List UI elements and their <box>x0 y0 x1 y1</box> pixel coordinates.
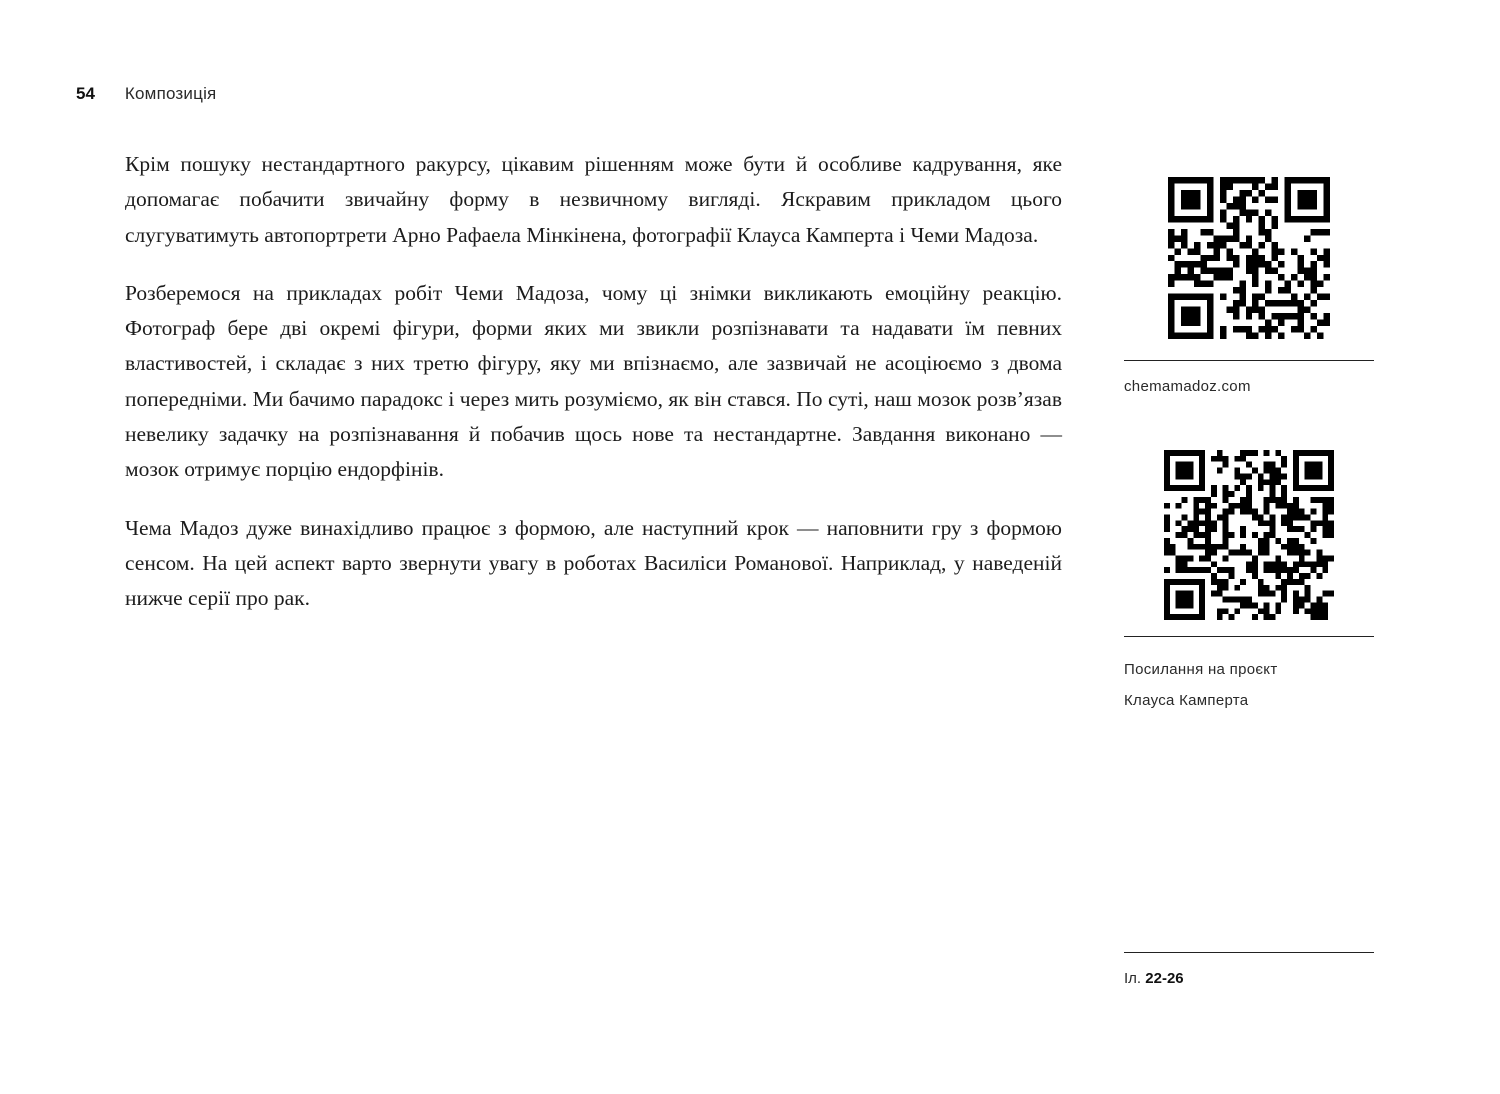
divider <box>1124 636 1374 637</box>
qr-caption-chemamadoz: chemamadoz.com <box>1124 378 1251 395</box>
qr-caption-klaus-kampert <box>1124 654 1278 716</box>
main-text <box>125 147 1062 617</box>
page-number: 54 <box>76 84 95 103</box>
caption-line: Посилання на проєкт <box>1124 661 1278 678</box>
paragraph-3: Чема Мадоз дуже винахідливо працює з формою, але наступний крок — наповнити гру з формою сенсом. На цей аспект варто звернути увагу в роботах Василіси Романової. Наприклад, у наведеній нижче серії про рак. <box>125 515 1062 611</box>
paragraph-2: Розберемося на прикладах робіт Чеми Мадоза, чому ці знімки викликають емоційну реакцію. Фотограф бере дві окремі фігури, форми яких ми звикли розпізнавати та надавати їм певних властивостей, і складає з них третю фігуру, яку ми впізнаємо, але зазвичай не асоціюємо з двома попередніми. Ми бачимо парадокс і через мить розуміємо, як він стався. По суті, наш мозок розв’язав невелику задачку на розпізнавання й побачив щось нове та нестандартне. Завдання виконано — мозок отримує порцію ендорфінів. <box>125 280 1062 482</box>
illustration-prefix: Іл. <box>1124 970 1142 987</box>
paragraph-1: Крім пошуку нестандартного ракурсу, цікавим рішенням може бути й особливе кадрування, яке допомагає побачити звичайну форму в незвичному вигляді. Яскравим прикладом цього слугуватимуть автопортрети Арно Рафаела Мінкінена, фотографії Клауса Камперта і Чеми Мадоза. <box>125 152 1062 247</box>
section-title: Композиція <box>124 84 217 103</box>
illustration-range: 22-26 <box>1145 970 1184 987</box>
illustration-reference <box>1124 970 1184 987</box>
page-header <box>76 84 216 104</box>
divider <box>1124 952 1374 953</box>
caption-line: Клауса Камперта <box>1124 692 1249 709</box>
qr-code-chemamadoz[interactable] <box>1168 177 1330 339</box>
qr-code-klaus-kampert[interactable] <box>1164 450 1334 620</box>
divider <box>1124 360 1374 361</box>
